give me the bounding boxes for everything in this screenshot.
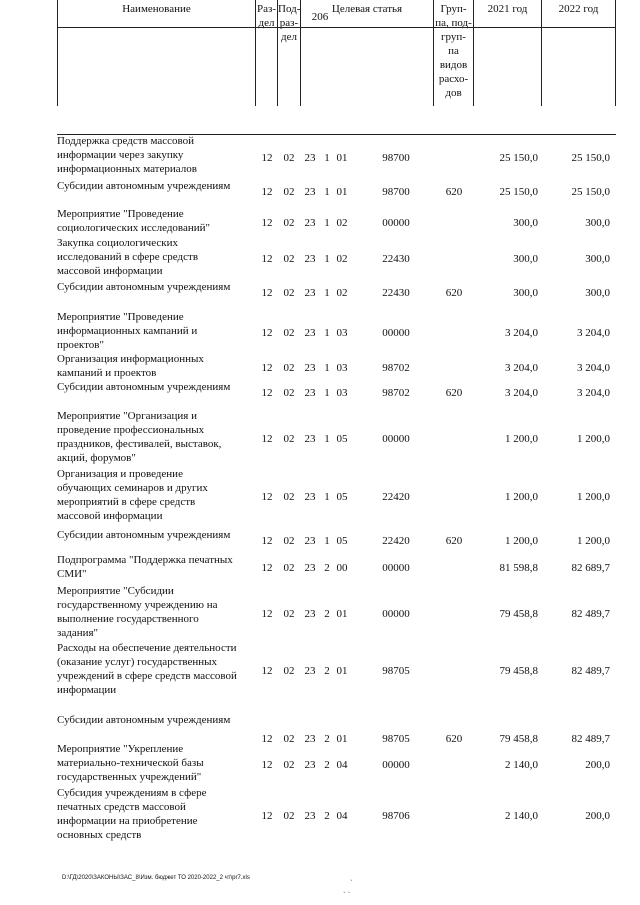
- row-value-2021: 25 150,0: [499, 152, 538, 164]
- row-target-2: 2: [324, 562, 330, 574]
- row-target-2: 1: [324, 217, 330, 229]
- table-row: [0, 742, 640, 784]
- row-value-2021: 2 140,0: [505, 759, 538, 771]
- row-name-line: задания": [57, 627, 99, 639]
- row-target-4: 98706: [382, 810, 410, 822]
- row-target-4: 00000: [382, 608, 410, 620]
- row-name: [57, 742, 252, 784]
- row-target-3: 01: [336, 608, 348, 620]
- row-value-2021: 300,0: [513, 253, 538, 265]
- row-name-line: Субсидия учреждениям в сфере: [57, 787, 207, 799]
- row-target-4: 98700: [382, 186, 410, 198]
- row-name-line: Мероприятие "Проведение: [57, 208, 184, 220]
- row-value-2021: 2 140,0: [505, 810, 538, 822]
- header-group-l5: видов: [439, 59, 468, 71]
- row-name-line: акций, форумов": [57, 452, 136, 464]
- row-value-2022: 3 204,0: [577, 387, 610, 399]
- row-name-line: материально-технической базы: [57, 757, 204, 769]
- row-target-4: 22430: [382, 287, 410, 299]
- header-group-l4: па: [448, 45, 459, 57]
- row-name: [57, 207, 252, 235]
- row-name-line: печатных средств массовой: [57, 801, 186, 813]
- row-group: 620: [445, 287, 463, 299]
- row-target-4: 00000: [382, 759, 410, 771]
- row-podrazdel: 02: [283, 217, 295, 229]
- row-name-line: Субсидии автономным учреждениям: [57, 714, 231, 726]
- row-razdel: 12: [261, 535, 273, 547]
- row-target-2: 2: [324, 733, 330, 745]
- table-row: [0, 641, 640, 697]
- row-name-line: кампаний и проектов: [57, 367, 157, 379]
- row-name: [57, 641, 252, 697]
- table-row: [0, 236, 640, 278]
- row-target-3: 01: [336, 665, 348, 677]
- row-value-2021: 25 150,0: [499, 186, 538, 198]
- row-name-line: информации: [57, 684, 117, 696]
- row-name: [57, 553, 252, 581]
- row-podrazdel: 02: [283, 665, 295, 677]
- row-razdel: 12: [261, 810, 273, 822]
- row-target-4: 00000: [382, 433, 410, 445]
- row-target-3: 05: [336, 535, 348, 547]
- row-podrazdel: 02: [283, 152, 295, 164]
- row-target-1: 23: [304, 535, 316, 547]
- row-target-4: 98705: [382, 665, 410, 677]
- row-target-1: 23: [304, 433, 316, 445]
- row-razdel: 12: [261, 287, 273, 299]
- row-name-line: массовой информации: [57, 265, 163, 277]
- table-row: [0, 134, 640, 176]
- row-value-2022: 1 200,0: [577, 491, 610, 503]
- row-target-4: 00000: [382, 327, 410, 339]
- row-name-line: информационных кампаний и: [57, 325, 198, 337]
- row-name-line: выполнение государственного: [57, 613, 199, 625]
- row-name: [57, 584, 252, 640]
- row-name: [57, 380, 252, 394]
- row-target-1: 23: [304, 562, 316, 574]
- table-row: [0, 179, 640, 198]
- row-target-2: 1: [324, 287, 330, 299]
- table-row: [0, 528, 640, 547]
- row-target-3: 01: [336, 186, 348, 198]
- row-value-2021: 79 458,8: [499, 608, 538, 620]
- row-target-2: 1: [324, 491, 330, 503]
- row-target-1: 23: [304, 327, 316, 339]
- row-value-2021: 81 598,8: [499, 562, 538, 574]
- row-value-2021: 79 458,8: [499, 733, 538, 745]
- row-name: [57, 280, 252, 294]
- row-value-2022: 25 150,0: [571, 152, 610, 164]
- row-podrazdel: 02: [283, 433, 295, 445]
- page-number: 206: [311, 11, 329, 23]
- row-target-1: 23: [304, 362, 316, 374]
- row-value-2022: 200,0: [585, 810, 610, 822]
- row-target-4: 98702: [382, 362, 410, 374]
- header-2022-label: 2022 год: [558, 3, 599, 15]
- row-target-3: 01: [336, 152, 348, 164]
- row-target-3: 03: [336, 327, 348, 339]
- row-value-2022: 300,0: [585, 287, 610, 299]
- row-target-1: 23: [304, 810, 316, 822]
- row-target-1: 23: [304, 253, 316, 265]
- row-podrazdel: 02: [283, 535, 295, 547]
- row-target-1: 23: [304, 152, 316, 164]
- row-target-4: 00000: [382, 217, 410, 229]
- row-target-2: 2: [324, 759, 330, 771]
- row-name-line: информации через закупку: [57, 149, 184, 161]
- row-razdel: 12: [261, 608, 273, 620]
- row-target-1: 23: [304, 186, 316, 198]
- row-target-3: 02: [336, 217, 348, 229]
- row-name-line: Мероприятие "Субсидии: [57, 585, 174, 597]
- row-podrazdel: 02: [283, 608, 295, 620]
- row-name-line: информации на приобретение: [57, 815, 198, 827]
- row-value-2022: 25 150,0: [571, 186, 610, 198]
- row-group: 620: [445, 733, 463, 745]
- row-target-4: 22430: [382, 253, 410, 265]
- header-razdel-l1: Раз-: [256, 3, 276, 15]
- row-razdel: 12: [261, 759, 273, 771]
- row-name-line: Субсидии автономным учреждениям: [57, 180, 231, 192]
- table-row: [0, 553, 640, 581]
- row-value-2022: 300,0: [585, 217, 610, 229]
- row-name-line: Субсидии автономным учреждениям: [57, 529, 231, 541]
- table-row: [0, 467, 640, 523]
- row-razdel: 12: [261, 152, 273, 164]
- row-name-line: Мероприятие "Организация и: [57, 410, 197, 422]
- row-target-3: 00: [336, 562, 348, 574]
- header-2021-label: 2021 год: [487, 3, 528, 15]
- row-target-2: 1: [324, 253, 330, 265]
- row-podrazdel: 02: [283, 759, 295, 771]
- table-row: [0, 310, 640, 352]
- row-value-2022: 3 204,0: [577, 362, 610, 374]
- row-group: 620: [445, 387, 463, 399]
- row-target-2: 1: [324, 152, 330, 164]
- table-row: [0, 352, 640, 380]
- row-value-2022: 82 489,7: [571, 665, 610, 677]
- row-podrazdel: 02: [283, 562, 295, 574]
- row-name: [57, 786, 252, 842]
- row-name-line: информационных материалов: [57, 163, 197, 175]
- row-name: [57, 236, 252, 278]
- row-razdel: 12: [261, 491, 273, 503]
- row-name-line: государственных учреждений": [57, 771, 202, 783]
- row-podrazdel: 02: [283, 287, 295, 299]
- row-name-line: праздников, фестивалей, выставок,: [57, 438, 222, 450]
- row-value-2022: 200,0: [585, 759, 610, 771]
- row-razdel: 12: [261, 733, 273, 745]
- row-target-3: 04: [336, 759, 348, 771]
- row-name-line: проведение профессиональных: [57, 424, 205, 436]
- row-name-line: мероприятий в сфере средств: [57, 496, 196, 508]
- table-row: [0, 380, 640, 399]
- row-group: 620: [445, 535, 463, 547]
- header-group-l1: Груп-: [440, 3, 467, 15]
- row-podrazdel: 02: [283, 491, 295, 503]
- row-name-line: Закупка социологических: [57, 237, 178, 249]
- row-razdel: 12: [261, 253, 273, 265]
- header-group-l3: груп-: [441, 31, 466, 43]
- row-value-2021: 300,0: [513, 287, 538, 299]
- table-row: [0, 713, 640, 745]
- row-podrazdel: 02: [283, 253, 295, 265]
- row-razdel: 12: [261, 362, 273, 374]
- row-name-line: Организация и проведение: [57, 468, 183, 480]
- row-razdel: 12: [261, 327, 273, 339]
- row-target-1: 23: [304, 387, 316, 399]
- row-target-1: 23: [304, 608, 316, 620]
- row-target-1: 23: [304, 665, 316, 677]
- row-name: [57, 134, 252, 176]
- row-name-line: учреждений в сфере средств массовой: [57, 670, 237, 682]
- row-target-3: 03: [336, 387, 348, 399]
- row-target-4: 98705: [382, 733, 410, 745]
- row-name-line: СМИ": [57, 568, 87, 580]
- row-target-3: 05: [336, 433, 348, 445]
- row-value-2022: 82 689,7: [571, 562, 610, 574]
- header-group-l7: дов: [445, 87, 462, 99]
- row-target-1: 23: [304, 491, 316, 503]
- row-target-4: 22420: [382, 491, 410, 503]
- row-value-2022: 82 489,7: [571, 733, 610, 745]
- row-value-2022: 82 489,7: [571, 608, 610, 620]
- row-group: 620: [445, 186, 463, 198]
- scan-mark: ˎ: [350, 872, 353, 881]
- row-target-4: 98702: [382, 387, 410, 399]
- row-target-2: 1: [324, 535, 330, 547]
- row-name-line: Поддержка средств массовой: [57, 135, 195, 147]
- row-target-1: 23: [304, 217, 316, 229]
- file-path-footer: D:\ГД\2020\ЗАКОНЫ\ЗАС_8\Изм. бюджет ТО 2020-2022_2 чт\pr7.xls: [62, 875, 250, 881]
- row-razdel: 12: [261, 387, 273, 399]
- row-value-2021: 79 458,8: [499, 665, 538, 677]
- row-value-2021: 1 200,0: [505, 433, 538, 445]
- row-target-1: 23: [304, 287, 316, 299]
- row-name-line: Мероприятие "Проведение: [57, 311, 184, 323]
- row-value-2022: 1 200,0: [577, 433, 610, 445]
- row-razdel: 12: [261, 217, 273, 229]
- row-podrazdel: 02: [283, 362, 295, 374]
- row-name-line: Мероприятие "Укрепление: [57, 743, 184, 755]
- header-target-label: Целевая статья: [331, 3, 403, 15]
- row-target-2: 2: [324, 810, 330, 822]
- row-value-2021: 3 204,0: [505, 362, 538, 374]
- table-row: [0, 280, 640, 299]
- row-value-2022: 1 200,0: [577, 535, 610, 547]
- row-target-3: 05: [336, 491, 348, 503]
- row-value-2021: 1 200,0: [505, 535, 538, 547]
- header-razdel-l2: дел: [258, 17, 275, 29]
- row-name: [57, 352, 252, 380]
- row-target-3: 04: [336, 810, 348, 822]
- row-name-line: (оказание услуг) государственных: [57, 656, 218, 668]
- row-podrazdel: 02: [283, 186, 295, 198]
- row-razdel: 12: [261, 433, 273, 445]
- row-target-2: 1: [324, 362, 330, 374]
- row-target-2: 2: [324, 665, 330, 677]
- row-name-line: Расходы на обеспечение деятельности: [57, 642, 237, 654]
- row-name: [57, 179, 252, 193]
- row-name-line: Подпрограмма "Поддержка печатных: [57, 554, 233, 566]
- row-target-1: 23: [304, 759, 316, 771]
- row-target-2: 1: [324, 186, 330, 198]
- table-row: [0, 207, 640, 235]
- row-name-line: исследований в сфере средств: [57, 251, 199, 263]
- row-razdel: 12: [261, 665, 273, 677]
- header-group-l6: расхо-: [438, 73, 469, 85]
- row-target-2: 1: [324, 433, 330, 445]
- row-name-line: обучающих семинаров и других: [57, 482, 208, 494]
- scan-mark-2: ˏ ˎ: [343, 884, 351, 893]
- row-value-2021: 3 204,0: [505, 387, 538, 399]
- table-row: [0, 409, 640, 465]
- row-target-2: 1: [324, 327, 330, 339]
- row-name-line: социологических исследований": [57, 222, 211, 234]
- row-value-2021: 3 204,0: [505, 327, 538, 339]
- row-name: [57, 713, 252, 727]
- row-name-line: основных средств: [57, 829, 142, 841]
- row-name: [57, 528, 252, 542]
- table-row: [0, 786, 640, 842]
- row-target-2: 2: [324, 608, 330, 620]
- row-name-line: Субсидии автономным учреждениям: [57, 281, 231, 293]
- header-name-label: Наименование: [122, 3, 191, 15]
- row-target-4: 00000: [382, 562, 410, 574]
- row-target-4: 98700: [382, 152, 410, 164]
- header-podrazdel-l2: раз-: [279, 17, 299, 29]
- row-name-line: Организация информационных: [57, 353, 204, 365]
- table-row: [0, 584, 640, 640]
- header-frame: [57, 27, 616, 135]
- row-name: [57, 467, 252, 523]
- row-target-1: 23: [304, 733, 316, 745]
- row-value-2021: 1 200,0: [505, 491, 538, 503]
- row-value-2021: 300,0: [513, 217, 538, 229]
- row-podrazdel: 02: [283, 810, 295, 822]
- row-target-3: 02: [336, 253, 348, 265]
- header-podrazdel-l3: дел: [281, 31, 297, 43]
- row-podrazdel: 02: [283, 327, 295, 339]
- row-value-2022: 3 204,0: [577, 327, 610, 339]
- row-name-line: Субсидии автономным учреждениям: [57, 381, 231, 393]
- row-target-4: 22420: [382, 535, 410, 547]
- row-name: [57, 310, 252, 352]
- header-podrazdel-l1: Под-: [278, 3, 301, 15]
- row-podrazdel: 02: [283, 387, 295, 399]
- row-razdel: 12: [261, 562, 273, 574]
- row-value-2022: 300,0: [585, 253, 610, 265]
- row-podrazdel: 02: [283, 733, 295, 745]
- row-target-3: 03: [336, 362, 348, 374]
- row-target-3: 01: [336, 733, 348, 745]
- row-name: [57, 409, 252, 465]
- row-name-line: проектов": [57, 339, 104, 351]
- row-target-2: 1: [324, 387, 330, 399]
- row-name-line: государственному учреждению на: [57, 599, 218, 611]
- row-target-3: 02: [336, 287, 348, 299]
- row-razdel: 12: [261, 186, 273, 198]
- header-group-l2: па, под-: [435, 17, 472, 29]
- row-name-line: массовой информации: [57, 510, 163, 522]
